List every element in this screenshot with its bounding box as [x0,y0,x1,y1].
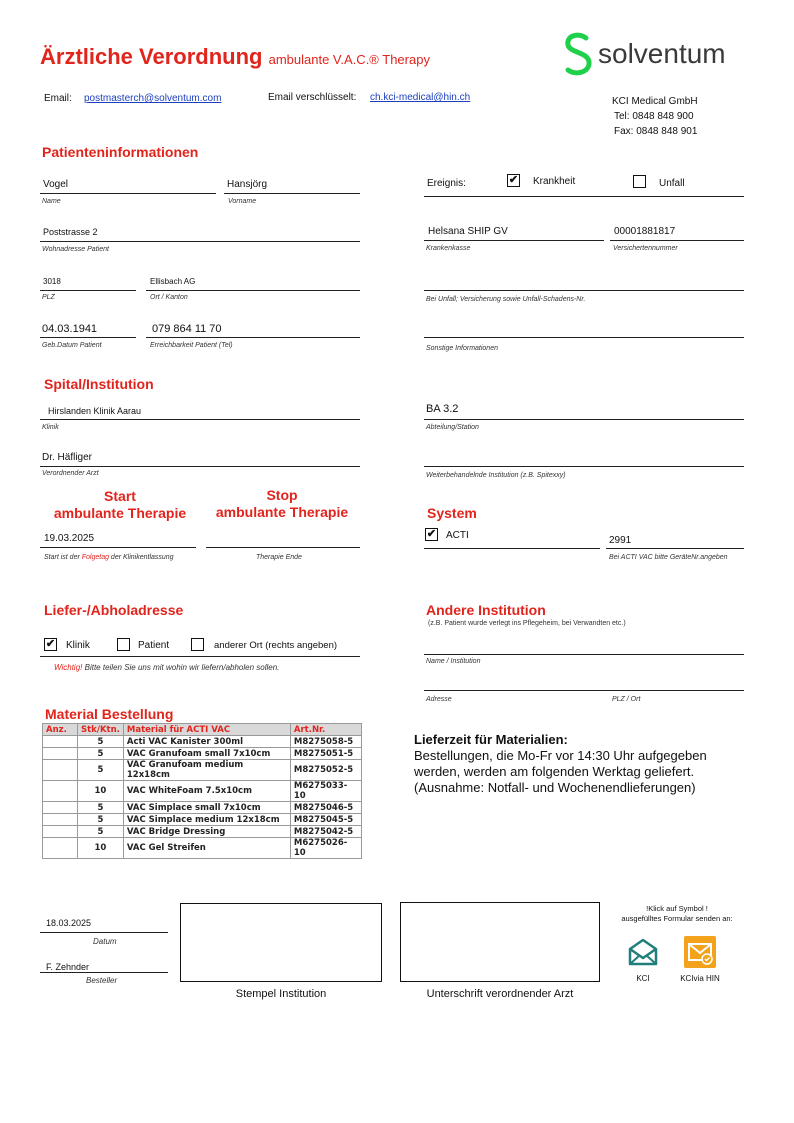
stamp-box[interactable] [180,903,382,982]
delivery-time-line3: (Ausnahme: Notfall- und Wochenendlieferungen) [414,780,696,795]
clinic-line [40,419,360,420]
ward-line [424,419,744,420]
insurer-line [424,240,604,241]
delivery-time-line2: werden, werden am folgenden Werktag geliefert. [414,764,695,779]
acti-label: ACTI [446,530,469,541]
material-per-box-cell: 5 [78,802,124,814]
section-delivery: Liefer-/Abholadresse [44,602,184,618]
doctor-value[interactable]: Dr. Häfliger [42,452,93,463]
followup-label: Weiterbehandelnde Institution (z.B. Spitexxy) [426,472,566,479]
section-material: Material Bestellung [45,706,174,722]
stop-title-2: ambulante Therapie [215,504,349,520]
device-number-value[interactable]: 2991 [609,535,632,546]
material-article-cell: M6275033-10 [290,781,361,802]
email-link[interactable]: postmasterch@solventum.com [84,93,222,104]
signature-box[interactable] [400,902,600,982]
company-tel: Tel: 0848 848 900 [614,111,694,122]
clinic-label: Klinik [42,424,59,431]
accident-checkbox[interactable] [633,175,646,188]
doctor-line [40,466,360,467]
device-number-label: Bei ACTI VAC bitte GeräteNr.angeben [609,554,728,561]
delivery-clinic-checkbox[interactable]: ✔ [45,638,56,650]
patient-address-label: Wohnadresse Patient [42,246,109,253]
logo-text: solventum [598,38,726,69]
material-row [43,814,362,826]
ward-label: Abteilung/Station [426,424,479,431]
material-qty-cell[interactable] [43,814,78,826]
delivery-note [54,663,279,672]
material-per-box-cell: 5 [78,814,124,826]
other-info-line [424,337,744,338]
accident-insurance-line [424,290,744,291]
page-title [40,44,430,70]
start-title-1: Start [104,488,136,504]
material-article-cell: M8275045-5 [290,814,361,826]
material-row [43,748,362,760]
material-per-box-cell: 5 [78,748,124,760]
other-institution-address-label: Adresse [426,696,452,703]
material-name-cell: VAC Simplace small 7x10cm [123,802,290,814]
material-table [42,723,362,859]
delivery-other-checkbox[interactable] [191,638,204,651]
material-row [43,760,362,781]
material-per-box-cell: 5 [78,736,124,748]
material-article-cell: M8275046-5 [290,802,361,814]
col-qty: Anz. [43,724,78,736]
material-per-box-cell: 5 [78,760,124,781]
title-sub: ambulante V.A.C.® Therapy [268,52,430,67]
patient-firstname-line [224,193,360,194]
ward-value[interactable]: BA 3.2 [426,403,459,415]
patient-dob-line [40,337,136,338]
delivery-time-line1: Bestellungen, die Mo-Fr vor 14:30 Uhr aufgegeben [414,748,707,763]
start-title-2: ambulante Therapie [53,505,187,521]
stamp-label: Stempel Institution [235,988,327,1000]
event-line [424,196,744,197]
delivery-other-label: anderer Ort (rechts angeben) [214,640,338,651]
patient-ort-line [146,290,360,291]
other-institution-plz-label: PLZ / Ort [612,696,641,703]
section-system: System [427,505,477,521]
followup-line [424,466,744,467]
patient-phone-line [146,337,360,338]
patient-address-value[interactable]: Poststrasse 2 [43,227,98,237]
material-qty-cell[interactable] [43,760,78,781]
end-date-label: Therapie Ende [256,554,302,561]
patient-phone-value[interactable]: 079 864 11 70 [152,323,222,335]
col-per-box: Stk/Ktn. [78,724,124,736]
company-name: KCI Medical GmbH [612,96,698,107]
material-qty-cell[interactable] [43,781,78,802]
order-date-value[interactable]: 18.03.2025 [46,918,92,928]
start-label-c: der Klinikentlassung [108,554,174,561]
start-label-b: Folgetag [81,554,109,561]
stop-therapy-title [202,487,362,521]
material-per-box-cell: 10 [78,781,124,802]
material-article-cell: M8275058-5 [290,736,361,748]
delivery-time-title: Lieferzeit für Materialien: [414,732,568,747]
stop-title-1: Stop [266,487,298,503]
material-per-box-cell: 5 [78,826,124,838]
start-date-value[interactable]: 19.03.2025 [44,533,95,544]
delivery-time-block [414,732,707,796]
material-article-cell: M8275042-5 [290,826,361,838]
start-label-a: Start ist der [44,554,82,561]
section-hospital: Spital/Institution [44,376,154,392]
patient-firstname-value[interactable]: Hansjörg [227,179,268,190]
material-article-cell: M8275051-5 [290,748,361,760]
orderer-label: Besteller [86,976,118,985]
accident-label: Unfall [659,178,685,189]
delivery-patient-label: Patient [138,640,170,651]
patient-dob-value[interactable]: 04.03.1941 [42,323,98,335]
click-hint-2: ausgefülltes Formular senden an: [621,914,733,923]
acti-line [424,548,600,549]
doctor-label: Verordnender Arzt [42,470,99,477]
click-hint [612,904,742,924]
insured-number-value[interactable]: 00001881817 [614,226,676,237]
material-name-cell: VAC WhiteFoam 7.5x10cm [123,781,290,802]
title-main: Ärztliche Verordnung [40,44,263,69]
insured-number-label: Versichertennummer [613,245,678,252]
other-institution-name-label: Name / Institution [426,658,481,665]
delivery-note-a: Wichtig! [54,663,83,672]
insured-number-line [610,240,744,241]
event-label: Ereignis: [427,178,466,189]
delivery-line [40,656,360,657]
clinic-value[interactable]: Hirslanden Klinik Aarau [48,406,142,416]
delivery-note-b: Bitte teilen Sie uns mit wohin wir liefern/abholen sollen. [82,663,280,672]
material-row [43,736,362,748]
orderer-line [40,972,168,973]
material-name-cell: VAC Granufoam small 7x10cm [123,748,290,760]
patient-name-line [40,193,216,194]
kci-label: KCI [636,974,650,983]
other-institution-address-line [424,690,744,691]
material-qty-cell[interactable] [43,838,78,859]
accident-insurance-label: Bei Unfall; Versicherung sowie Unfall-Schadens-Nr. [426,296,586,303]
material-row [43,838,362,859]
patient-ort-value[interactable]: Ellisbach AG [150,277,196,286]
acti-checkbox[interactable]: ✔ [426,528,437,540]
patient-plz-label: PLZ [42,294,55,301]
order-date-label: Datum [93,937,117,946]
material-name-cell: VAC Granufoam medium 12x18cm [123,760,290,781]
material-row [43,781,362,802]
solventum-logo [560,30,735,80]
other-info-label: Sonstige Informationen [426,345,498,352]
patient-dob-label: Geb.Datum Patient [42,342,102,349]
patient-phone-label: Erreichbarkeit Patient (Tel) [150,342,233,349]
material-name-cell: Acti VAC Kanister 300ml [123,736,290,748]
patient-plz-line [40,290,136,291]
envelope-open-icon[interactable] [627,936,659,968]
material-name-cell: VAC Gel Streifen [123,838,290,859]
other-institution-name-line [424,654,744,655]
orderer-value[interactable]: F. Zehnder [46,962,90,972]
material-article-cell: M6275026-10 [290,838,361,859]
signature-label: Unterschrift verordnender Arzt [426,988,574,1000]
illness-label: Krankheit [533,176,576,187]
email-label: Email: [44,93,72,104]
order-date-line [40,932,168,933]
other-institution-hint: (z.B. Patient wurde verlegt ins Pflegeheim, bei Verwandten etc.) [428,620,626,627]
material-name-cell: VAC Bridge Dressing [123,826,290,838]
material-qty-cell[interactable] [43,826,78,838]
material-name-cell: VAC Simplace medium 12x18cm [123,814,290,826]
material-row [43,802,362,814]
patient-firstname-label: Vorname [228,198,257,205]
click-hint-1: !Klick auf Symbol ! [646,904,708,913]
section-patient: Patienteninformationen [42,144,199,160]
delivery-clinic-label: Klinik [66,640,90,651]
material-qty-cell[interactable] [43,736,78,748]
material-header-row [43,724,362,736]
delivery-patient-checkbox[interactable] [117,638,130,651]
start-date-label [44,554,174,561]
material-per-box-cell: 10 [78,838,124,859]
patient-ort-label: Ort / Kanton [150,294,188,301]
material-row [43,826,362,838]
patient-address-line [40,241,360,242]
hin-label: KCIvia HIN [680,974,720,983]
material-qty-cell[interactable] [43,748,78,760]
envelope-secure-icon[interactable] [684,936,716,968]
patient-plz-value[interactable]: 3018 [43,277,61,286]
patient-name-label: Name [42,198,61,205]
device-number-line [606,548,744,549]
company-fax: Fax: 0848 848 901 [614,126,698,137]
start-date-line [40,547,196,548]
insurer-value[interactable]: Helsana SHIP GV [428,226,508,237]
material-qty-cell[interactable] [43,802,78,814]
email-encrypted-label: Email verschlüsselt: [268,92,357,103]
col-article: Art.Nr. [290,724,361,736]
start-therapy-title [40,488,200,522]
illness-checkbox[interactable]: ✔ [508,174,519,186]
section-other-institution: Andere Institution [426,602,546,618]
email-encrypted-link[interactable]: ch.kci-medical@hin.ch [370,92,471,103]
solventum-s-logo-icon [560,30,600,80]
patient-name-value[interactable]: Vogel [43,179,69,190]
insurer-label: Krankenkasse [426,245,471,252]
col-material: Material für ACTI VAC [123,724,290,736]
material-article-cell: M8275052-5 [290,760,361,781]
end-date-line [206,547,360,548]
